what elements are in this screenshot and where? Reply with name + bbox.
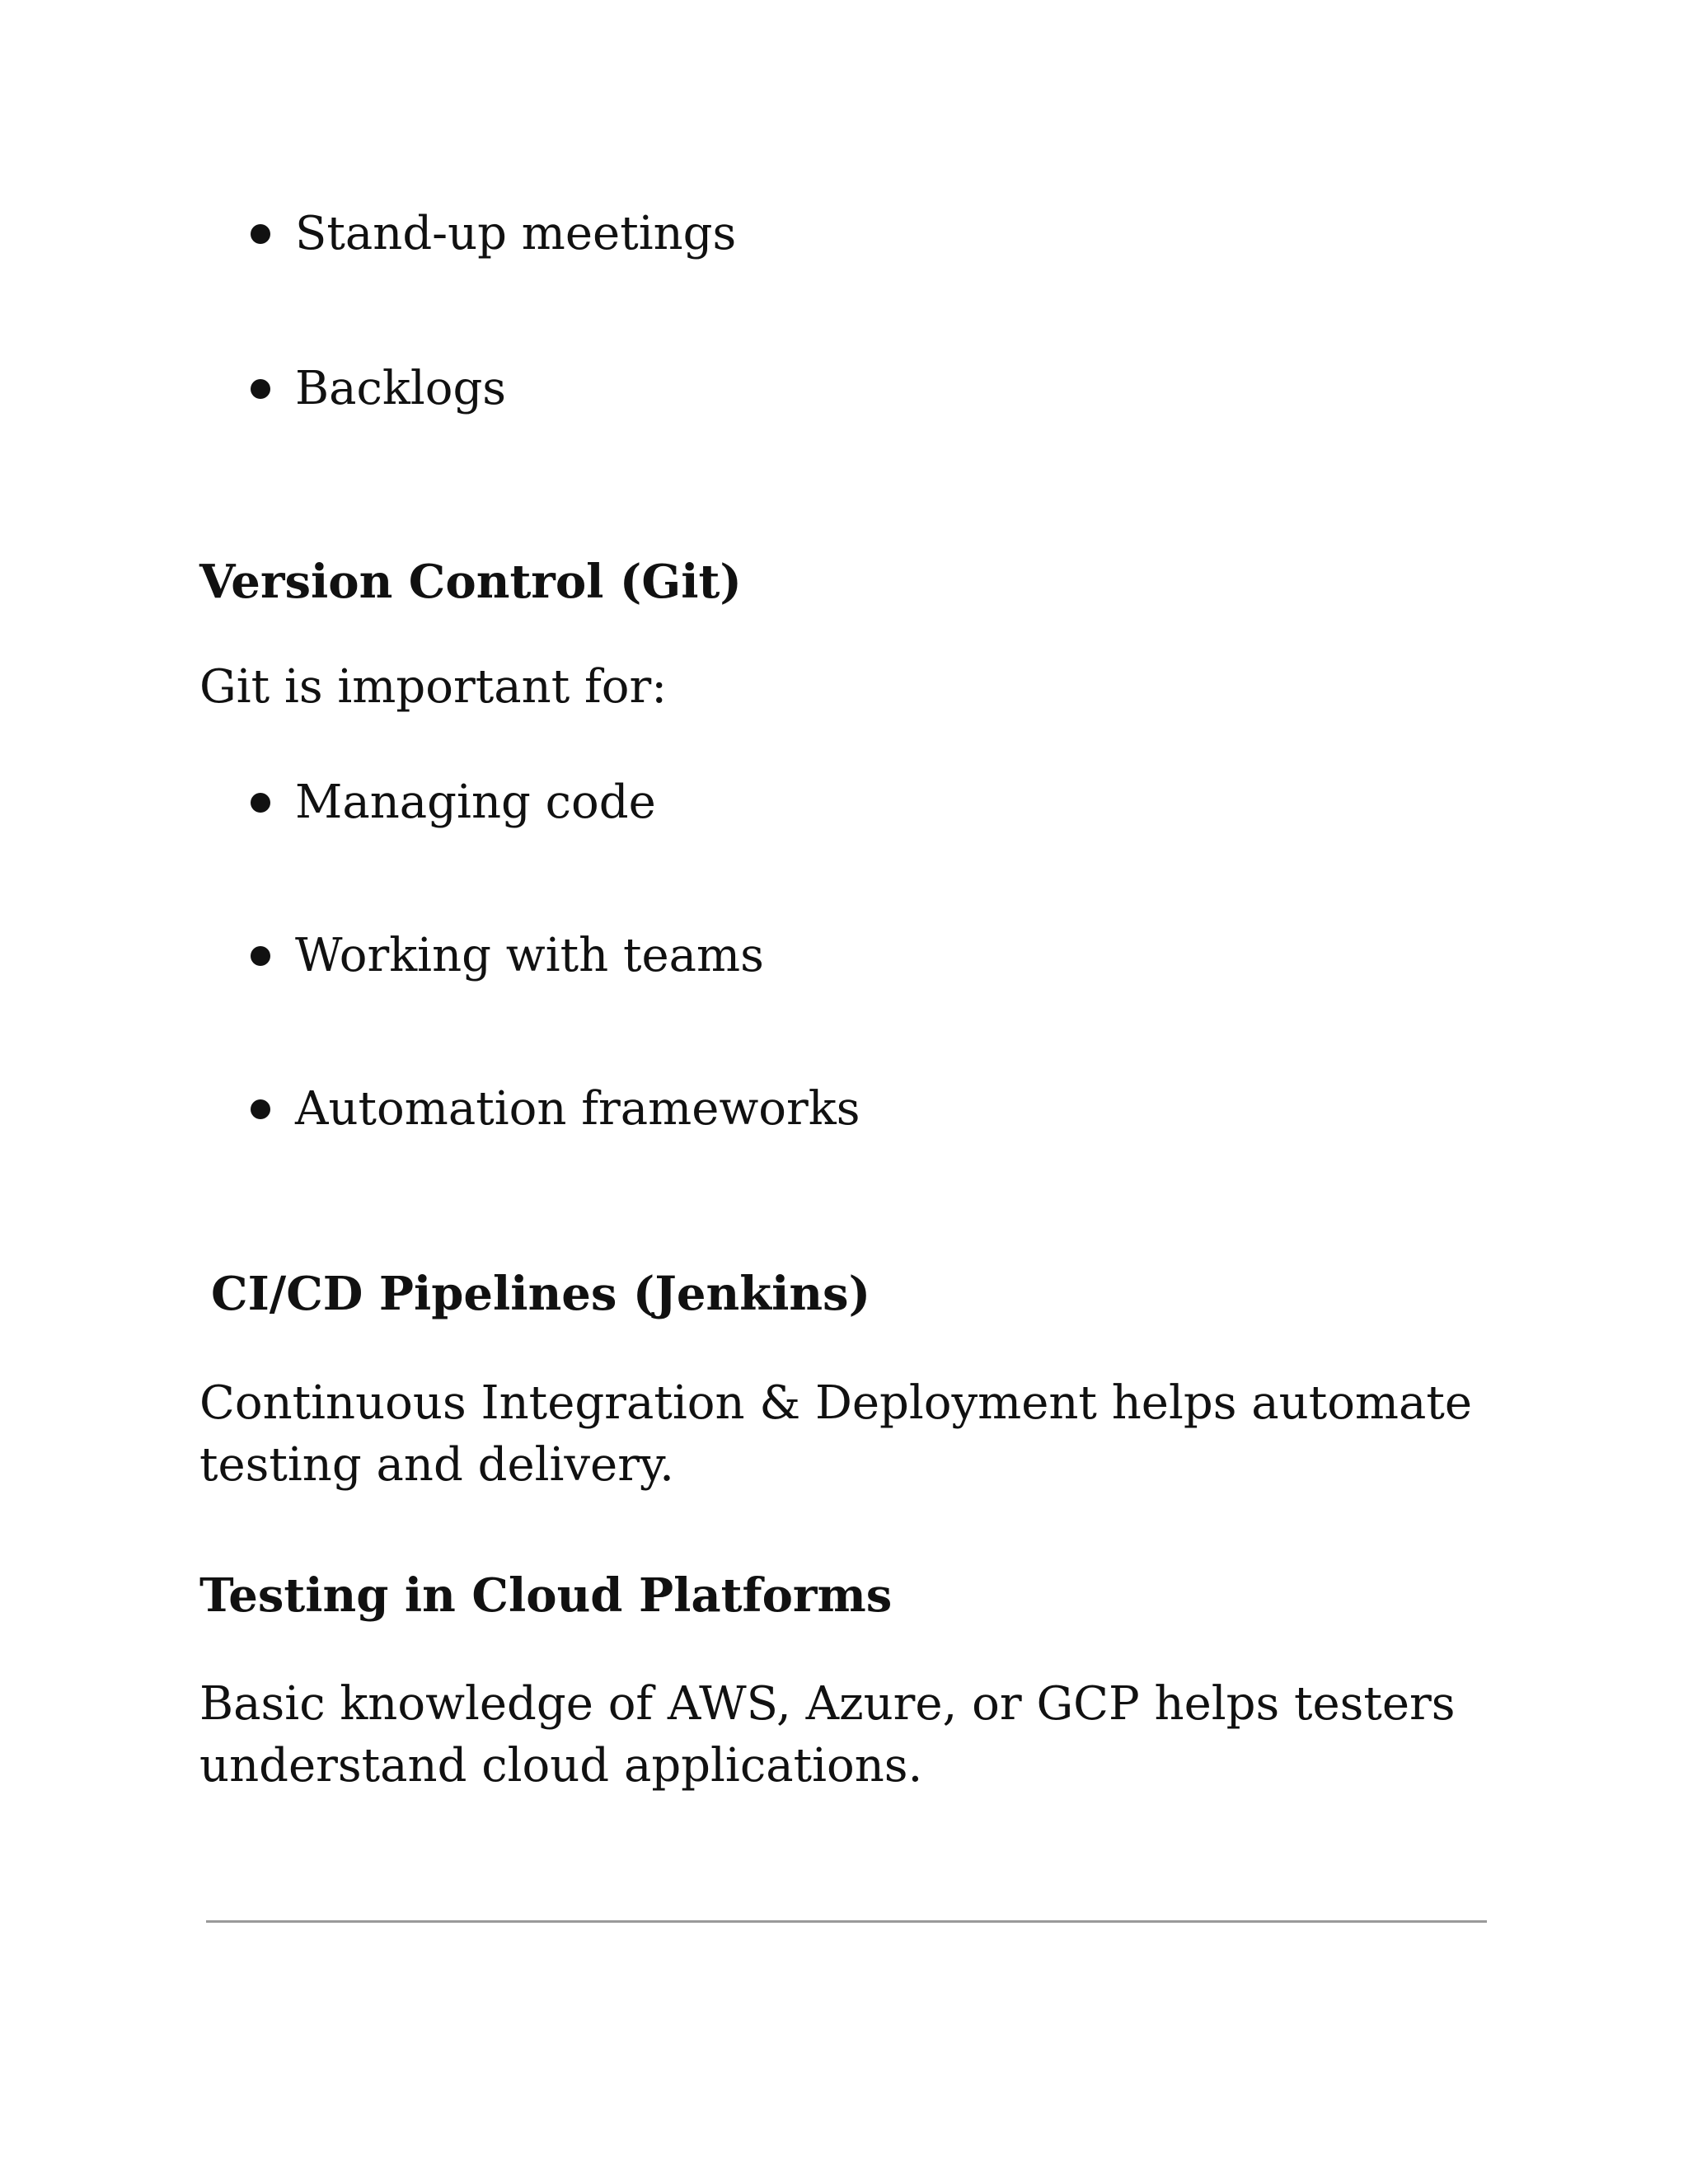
- list-item-label: Managing code: [295, 776, 656, 829]
- bullet-icon: [251, 224, 270, 244]
- paragraph-line: Basic knowledge of AWS, Azure, or GCP helps testers: [199, 1677, 1456, 1731]
- list-item-label: Backlogs: [295, 362, 507, 415]
- section-paragraph-cicd: [199, 1372, 1472, 1496]
- horizontal-divider: [206, 1920, 1487, 1923]
- list-item: [251, 1082, 860, 1136]
- section-intro-git: Git is important for:: [199, 660, 668, 714]
- list-item: [251, 362, 507, 415]
- bullet-icon: [251, 793, 270, 813]
- bullet-icon: [251, 946, 270, 966]
- list-item-label: Automation frameworks: [295, 1082, 860, 1136]
- list-item: [251, 207, 737, 260]
- list-item: [251, 776, 656, 829]
- paragraph-line: Continuous Integration & Deployment helps automate: [199, 1376, 1473, 1430]
- paragraph-line: testing and delivery.: [199, 1438, 674, 1493]
- bullet-icon: [251, 379, 270, 399]
- list-item: [251, 929, 764, 982]
- paragraph-line: understand cloud applications.: [199, 1739, 923, 1793]
- list-item-label: Working with teams: [295, 929, 764, 982]
- bullet-icon: [251, 1099, 270, 1119]
- list-item-label: Stand-up meetings: [295, 207, 737, 260]
- section-heading-cloud: Testing in Cloud Platforms: [199, 1568, 893, 1623]
- section-paragraph-cloud: [199, 1673, 1456, 1797]
- section-heading-git: Version Control (Git): [199, 555, 742, 609]
- section-heading-cicd: CI/CD Pipelines (Jenkins): [211, 1267, 871, 1321]
